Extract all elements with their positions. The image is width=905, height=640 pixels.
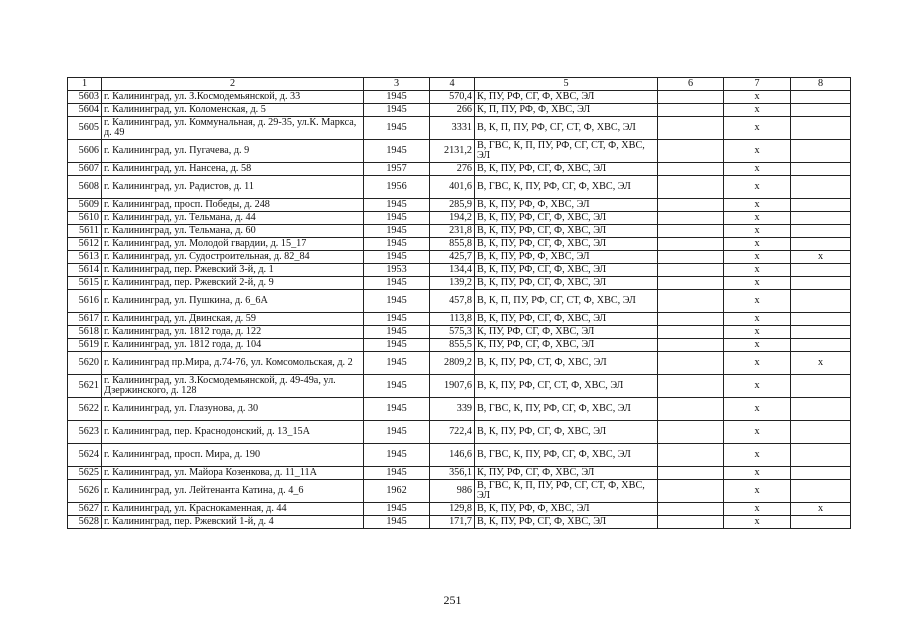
year-cell: 1945: [364, 467, 430, 480]
col7-mark-cell: x: [724, 199, 791, 212]
area-cell: 266: [430, 104, 475, 117]
col8-mark-cell: [791, 467, 851, 480]
year-cell: 1953: [364, 264, 430, 277]
table-row: [68, 91, 851, 104]
works-cell: К, ПУ, РФ, СГ, Ф, ХВС, ЭЛ: [475, 91, 658, 104]
year-cell: 1945: [364, 516, 430, 529]
year-cell: 1945: [364, 375, 430, 398]
works-cell: В, К, ПУ, РФ, СГ, Ф, ХВС, ЭЛ: [475, 238, 658, 251]
header-cell: 8: [791, 78, 851, 91]
works-cell: В, К, ПУ, РФ, Ф, ХВС, ЭЛ: [475, 251, 658, 264]
area-cell: 113,8: [430, 313, 475, 326]
works-cell: К, ПУ, РФ, СГ, Ф, ХВС, ЭЛ: [475, 339, 658, 352]
year-cell: 1945: [364, 104, 430, 117]
row-number-cell: 5618: [68, 326, 102, 339]
works-cell: В, К, ПУ, РФ, СГ, Ф, ХВС, ЭЛ: [475, 225, 658, 238]
year-cell: 1945: [364, 212, 430, 225]
year-cell: 1945: [364, 352, 430, 375]
row-number-cell: 5610: [68, 212, 102, 225]
area-cell: 171,7: [430, 516, 475, 529]
works-cell: В, ГВС, К, П, ПУ, РФ, СГ, СТ, Ф, ХВС, ЭЛ: [475, 140, 658, 163]
row-number-cell: 5603: [68, 91, 102, 104]
area-cell: 855,8: [430, 238, 475, 251]
year-cell: 1945: [364, 326, 430, 339]
table-row: [68, 225, 851, 238]
year-cell: 1945: [364, 140, 430, 163]
row-number-cell: 5617: [68, 313, 102, 326]
col8-mark-cell: [791, 163, 851, 176]
address-cell: г. Калининград, пер. Ржевский 3-й, д. 1: [102, 264, 364, 277]
col8-mark-cell: [791, 398, 851, 421]
col8-mark-cell: [791, 516, 851, 529]
col8-mark-cell: [791, 91, 851, 104]
table-row: [68, 238, 851, 251]
col8-mark-cell: [791, 421, 851, 444]
address-cell: г. Калининград, просп. Победы, д. 248: [102, 199, 364, 212]
col7-mark-cell: x: [724, 421, 791, 444]
col8-mark-cell: [791, 326, 851, 339]
col8-mark-cell: x: [791, 503, 851, 516]
area-cell: 575,3: [430, 326, 475, 339]
col6-cell: [658, 313, 724, 326]
works-cell: В, К, П, ПУ, РФ, СГ, СТ, Ф, ХВС, ЭЛ: [475, 290, 658, 313]
table-header-row: [68, 78, 851, 91]
col6-cell: [658, 339, 724, 352]
year-cell: 1945: [364, 503, 430, 516]
col6-cell: [658, 225, 724, 238]
area-cell: 2809,2: [430, 352, 475, 375]
table-row: [68, 480, 851, 503]
area-cell: 146,6: [430, 444, 475, 467]
table-row: [68, 313, 851, 326]
address-cell: г. Калининград, ул. Молодой гвардии, д. 15_17: [102, 238, 364, 251]
table-row: [68, 290, 851, 313]
address-cell: г. Калининград, ул. Нансена, д. 58: [102, 163, 364, 176]
row-number-cell: 5612: [68, 238, 102, 251]
table-row: [68, 503, 851, 516]
row-number-cell: 5625: [68, 467, 102, 480]
col8-mark-cell: [791, 339, 851, 352]
col7-mark-cell: x: [724, 503, 791, 516]
header-cell: 6: [658, 78, 724, 91]
row-number-cell: 5619: [68, 339, 102, 352]
area-cell: 231,8: [430, 225, 475, 238]
col7-mark-cell: x: [724, 352, 791, 375]
row-number-cell: 5620: [68, 352, 102, 375]
col6-cell: [658, 290, 724, 313]
table-row: [68, 251, 851, 264]
works-cell: В, ГВС, К, ПУ, РФ, СГ, Ф, ХВС, ЭЛ: [475, 444, 658, 467]
col7-mark-cell: x: [724, 339, 791, 352]
table-row: [68, 140, 851, 163]
works-cell: В, К, ПУ, РФ, Ф, ХВС, ЭЛ: [475, 199, 658, 212]
header-cell: 4: [430, 78, 475, 91]
area-cell: 457,8: [430, 290, 475, 313]
year-cell: 1962: [364, 480, 430, 503]
table-row: [68, 339, 851, 352]
area-cell: 570,4: [430, 91, 475, 104]
row-number-cell: 5628: [68, 516, 102, 529]
works-cell: В, ГВС, К, ПУ, РФ, СГ, Ф, ХВС, ЭЛ: [475, 176, 658, 199]
row-number-cell: 5604: [68, 104, 102, 117]
col7-mark-cell: x: [724, 444, 791, 467]
works-cell: К, ПУ, РФ, СГ, Ф, ХВС, ЭЛ: [475, 467, 658, 480]
year-cell: 1956: [364, 176, 430, 199]
address-cell: г. Калининград, пер. Ржевский 2-й, д. 9: [102, 277, 364, 290]
col8-mark-cell: [791, 225, 851, 238]
col7-mark-cell: x: [724, 176, 791, 199]
row-number-cell: 5615: [68, 277, 102, 290]
col6-cell: [658, 251, 724, 264]
works-cell: В, К, ПУ, РФ, СГ, Ф, ХВС, ЭЛ: [475, 277, 658, 290]
table-row: [68, 444, 851, 467]
table-row: [68, 104, 851, 117]
col7-mark-cell: x: [724, 104, 791, 117]
col7-mark-cell: x: [724, 91, 791, 104]
table-row: [68, 421, 851, 444]
year-cell: 1945: [364, 91, 430, 104]
year-cell: 1945: [364, 225, 430, 238]
works-cell: В, К, ПУ, РФ, Ф, ХВС, ЭЛ: [475, 503, 658, 516]
year-cell: 1957: [364, 163, 430, 176]
col8-mark-cell: [791, 104, 851, 117]
header-cell: 1: [68, 78, 102, 91]
year-cell: 1945: [364, 398, 430, 421]
header-cell: 7: [724, 78, 791, 91]
table-row: [68, 375, 851, 398]
col8-mark-cell: [791, 444, 851, 467]
col6-cell: [658, 503, 724, 516]
address-cell: г. Калининград, ул. Краснокаменная, д. 44: [102, 503, 364, 516]
col6-cell: [658, 176, 724, 199]
table-row: [68, 163, 851, 176]
col6-cell: [658, 163, 724, 176]
col6-cell: [658, 375, 724, 398]
col6-cell: [658, 480, 724, 503]
col8-mark-cell: x: [791, 352, 851, 375]
col7-mark-cell: x: [724, 375, 791, 398]
header-cell: 3: [364, 78, 430, 91]
works-cell: В, ГВС, К, ПУ, РФ, СГ, Ф, ХВС, ЭЛ: [475, 398, 658, 421]
col6-cell: [658, 91, 724, 104]
address-cell: г. Калининград, ул. Коломенская, д. 5: [102, 104, 364, 117]
area-cell: 1907,6: [430, 375, 475, 398]
col7-mark-cell: x: [724, 290, 791, 313]
works-cell: В, К, ПУ, РФ, СГ, Ф, ХВС, ЭЛ: [475, 212, 658, 225]
area-cell: 276: [430, 163, 475, 176]
works-cell: К, ПУ, РФ, СГ, Ф, ХВС, ЭЛ: [475, 326, 658, 339]
col7-mark-cell: x: [724, 251, 791, 264]
address-cell: г. Калининград, ул. Майора Козенкова, д. 11_11А: [102, 467, 364, 480]
year-cell: 1945: [364, 421, 430, 444]
col6-cell: [658, 444, 724, 467]
row-number-cell: 5609: [68, 199, 102, 212]
year-cell: 1945: [364, 444, 430, 467]
address-cell: г. Калининград, ул. Тельмана, д. 44: [102, 212, 364, 225]
address-cell: г. Калининград, ул. 1812 года, д. 104: [102, 339, 364, 352]
table-row: [68, 277, 851, 290]
works-cell: В, К, ПУ, РФ, СГ, СТ, Ф, ХВС, ЭЛ: [475, 375, 658, 398]
col6-cell: [658, 238, 724, 251]
address-cell: г. Калининград, ул. З.Космодемьянской, д. 49-49а, ул. Дзержинского, д. 128: [102, 375, 364, 398]
works-cell: В, К, ПУ, РФ, СГ, Ф, ХВС, ЭЛ: [475, 313, 658, 326]
table-row: [68, 326, 851, 339]
col7-mark-cell: x: [724, 140, 791, 163]
works-cell: В, К, ПУ, РФ, СГ, Ф, ХВС, ЭЛ: [475, 163, 658, 176]
area-cell: 722,4: [430, 421, 475, 444]
area-cell: 855,5: [430, 339, 475, 352]
col8-mark-cell: [791, 277, 851, 290]
row-number-cell: 5624: [68, 444, 102, 467]
year-cell: 1945: [364, 313, 430, 326]
col8-mark-cell: [791, 480, 851, 503]
row-number-cell: 5622: [68, 398, 102, 421]
area-cell: 129,8: [430, 503, 475, 516]
col7-mark-cell: x: [724, 212, 791, 225]
table-row: [68, 212, 851, 225]
row-number-cell: 5616: [68, 290, 102, 313]
data-table: [67, 77, 851, 529]
address-cell: г. Калининград, ул. Пушкина, д. 6_6А: [102, 290, 364, 313]
works-cell: В, К, ПУ, РФ, СГ, Ф, ХВС, ЭЛ: [475, 264, 658, 277]
year-cell: 1945: [364, 290, 430, 313]
table-row: [68, 176, 851, 199]
col8-mark-cell: x: [791, 251, 851, 264]
row-number-cell: 5613: [68, 251, 102, 264]
area-cell: 986: [430, 480, 475, 503]
col8-mark-cell: [791, 176, 851, 199]
address-cell: г. Калининград, пер. Ржевский 1-й, д. 4: [102, 516, 364, 529]
row-number-cell: 5623: [68, 421, 102, 444]
header-cell: 5: [475, 78, 658, 91]
works-cell: К, П, ПУ, РФ, Ф, ХВС, ЭЛ: [475, 104, 658, 117]
col6-cell: [658, 516, 724, 529]
col8-mark-cell: [791, 290, 851, 313]
area-cell: 339: [430, 398, 475, 421]
col7-mark-cell: x: [724, 238, 791, 251]
col7-mark-cell: x: [724, 467, 791, 480]
area-cell: 139,2: [430, 277, 475, 290]
col7-mark-cell: x: [724, 516, 791, 529]
col6-cell: [658, 326, 724, 339]
area-cell: 194,2: [430, 212, 475, 225]
year-cell: 1945: [364, 238, 430, 251]
row-number-cell: 5607: [68, 163, 102, 176]
table-row: [68, 516, 851, 529]
address-cell: г. Калининград, ул. 1812 года, д. 122: [102, 326, 364, 339]
col7-mark-cell: x: [724, 264, 791, 277]
col8-mark-cell: [791, 140, 851, 163]
address-cell: г. Калининград, ул. Радистов, д. 11: [102, 176, 364, 199]
area-cell: 134,4: [430, 264, 475, 277]
col6-cell: [658, 352, 724, 375]
header-cell: 2: [102, 78, 364, 91]
col8-mark-cell: [791, 212, 851, 225]
works-cell: В, К, ПУ, РФ, СГ, Ф, ХВС, ЭЛ: [475, 421, 658, 444]
row-number-cell: 5611: [68, 225, 102, 238]
col8-mark-cell: [791, 375, 851, 398]
area-cell: 401,6: [430, 176, 475, 199]
col6-cell: [658, 398, 724, 421]
year-cell: 1945: [364, 339, 430, 352]
col8-mark-cell: [791, 238, 851, 251]
address-cell: г. Калининград, пер. Краснодонский, д. 13_15А: [102, 421, 364, 444]
works-cell: В, К, ПУ, РФ, СГ, Ф, ХВС, ЭЛ: [475, 516, 658, 529]
table-row: [68, 199, 851, 212]
table-row: [68, 117, 851, 140]
area-cell: 3331: [430, 117, 475, 140]
col7-mark-cell: x: [724, 117, 791, 140]
row-number-cell: 5626: [68, 480, 102, 503]
address-cell: г. Калининград, просп. Мира, д. 190: [102, 444, 364, 467]
col8-mark-cell: [791, 313, 851, 326]
col8-mark-cell: [791, 117, 851, 140]
year-cell: 1945: [364, 277, 430, 290]
row-number-cell: 5627: [68, 503, 102, 516]
col6-cell: [658, 199, 724, 212]
col7-mark-cell: x: [724, 398, 791, 421]
col6-cell: [658, 421, 724, 444]
address-cell: г. Калининград, ул. Пугачева, д. 9: [102, 140, 364, 163]
address-cell: г. Калининград, ул. Тельмана, д. 60: [102, 225, 364, 238]
table-row: [68, 398, 851, 421]
col7-mark-cell: x: [724, 225, 791, 238]
area-cell: 2131,2: [430, 140, 475, 163]
address-cell: г. Калининград пр.Мира, д.74-76, ул. Комсомольская, д. 2: [102, 352, 364, 375]
row-number-cell: 5606: [68, 140, 102, 163]
address-cell: г. Калининград, ул. Судостроительная, д. 82_84: [102, 251, 364, 264]
row-number-cell: 5621: [68, 375, 102, 398]
col6-cell: [658, 264, 724, 277]
area-cell: 356,1: [430, 467, 475, 480]
address-cell: г. Калининград, ул. З.Космодемьянской, д. 33: [102, 91, 364, 104]
year-cell: 1945: [364, 117, 430, 140]
page-number: 251: [443, 593, 462, 607]
col7-mark-cell: x: [724, 163, 791, 176]
col7-mark-cell: x: [724, 277, 791, 290]
works-cell: В, К, ПУ, РФ, СТ, Ф, ХВС, ЭЛ: [475, 352, 658, 375]
col6-cell: [658, 140, 724, 163]
table-row: [68, 467, 851, 480]
col6-cell: [658, 277, 724, 290]
area-cell: 285,9: [430, 199, 475, 212]
col7-mark-cell: x: [724, 480, 791, 503]
works-cell: В, ГВС, К, П, ПУ, РФ, СГ, СТ, Ф, ХВС, ЭЛ: [475, 480, 658, 503]
year-cell: 1945: [364, 251, 430, 264]
col6-cell: [658, 117, 724, 140]
address-cell: г. Калининград, ул. Глазунова, д. 30: [102, 398, 364, 421]
table-row: [68, 264, 851, 277]
address-cell: г. Калининград, ул. Лейтенанта Катина, д. 4_6: [102, 480, 364, 503]
col6-cell: [658, 212, 724, 225]
col7-mark-cell: x: [724, 326, 791, 339]
area-cell: 425,7: [430, 251, 475, 264]
col6-cell: [658, 104, 724, 117]
address-cell: г. Калининград, ул. Двинская, д. 59: [102, 313, 364, 326]
col8-mark-cell: [791, 199, 851, 212]
table-row: [68, 352, 851, 375]
address-cell: г. Калининград, ул. Коммунальная, д. 29-35, ул.К. Маркса, д. 49: [102, 117, 364, 140]
col8-mark-cell: [791, 264, 851, 277]
col7-mark-cell: x: [724, 313, 791, 326]
col6-cell: [658, 467, 724, 480]
year-cell: 1945: [364, 199, 430, 212]
row-number-cell: 5614: [68, 264, 102, 277]
works-cell: В, К, П, ПУ, РФ, СГ, СТ, Ф, ХВС, ЭЛ: [475, 117, 658, 140]
row-number-cell: 5605: [68, 117, 102, 140]
row-number-cell: 5608: [68, 176, 102, 199]
